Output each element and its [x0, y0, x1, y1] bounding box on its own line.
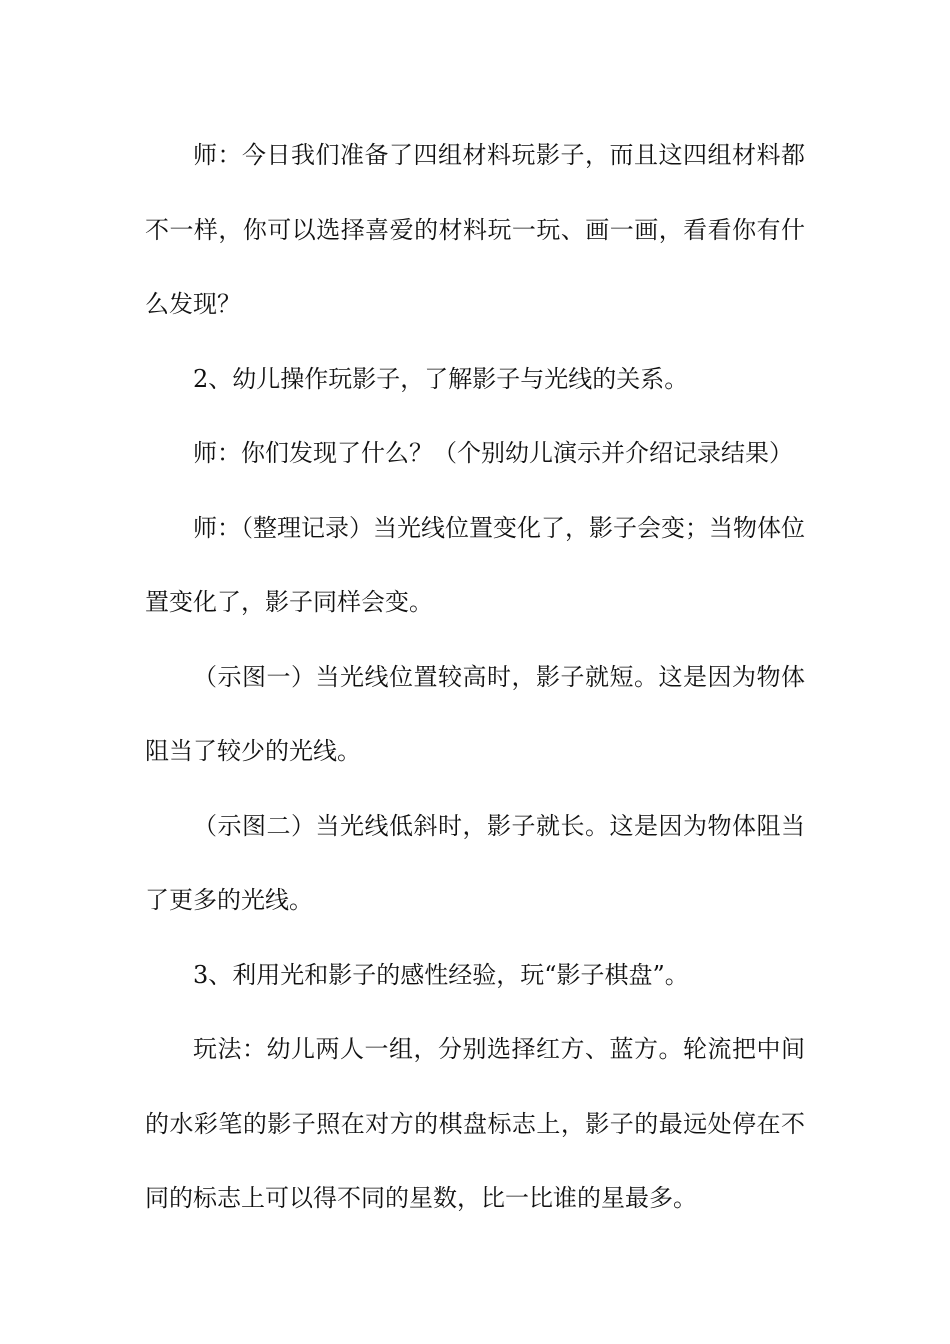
paragraph-teacher-summary: 师：（整理记录）当光线位置变化了，影子会变；当物体位置变化了，影子同样会变。	[145, 513, 805, 616]
paragraph-figure-2: （示图二）当光线低斜时，影子就长。这是因为物体阻当了更多的光线。	[145, 811, 805, 914]
paragraph-game-rules: 玩法：幼儿两人一组，分别选择红方、蓝方。轮流把中间的水彩笔的影子照在对方的棋盘标志上，影子的最远处停在不同的标志上可以得不同的星数，比一比谁的星最多。	[145, 1035, 805, 1212]
document-body	[145, 118, 805, 1236]
paragraph-teacher-question: 师：你们发现了什么？（个别幼儿演示并介绍记录结果）	[193, 439, 793, 467]
paragraph-figure-1: （示图一）当光线位置较高时，影子就短。这是因为物体阻当了较少的光线。	[145, 662, 805, 765]
paragraph-step-2: 2、幼儿操作玩影子，了解影子与光线的关系。	[193, 364, 689, 393]
paragraph-teacher-intro: 师：今日我们准备了四组材料玩影子，而且这四组材料都不一样，你可以选择喜爱的材料玩一玩、画一画，看看你有什么发现？	[145, 141, 805, 318]
paragraph-step-3: 3、利用光和影子的感性经验，玩“影子棋盘”。	[193, 960, 689, 989]
